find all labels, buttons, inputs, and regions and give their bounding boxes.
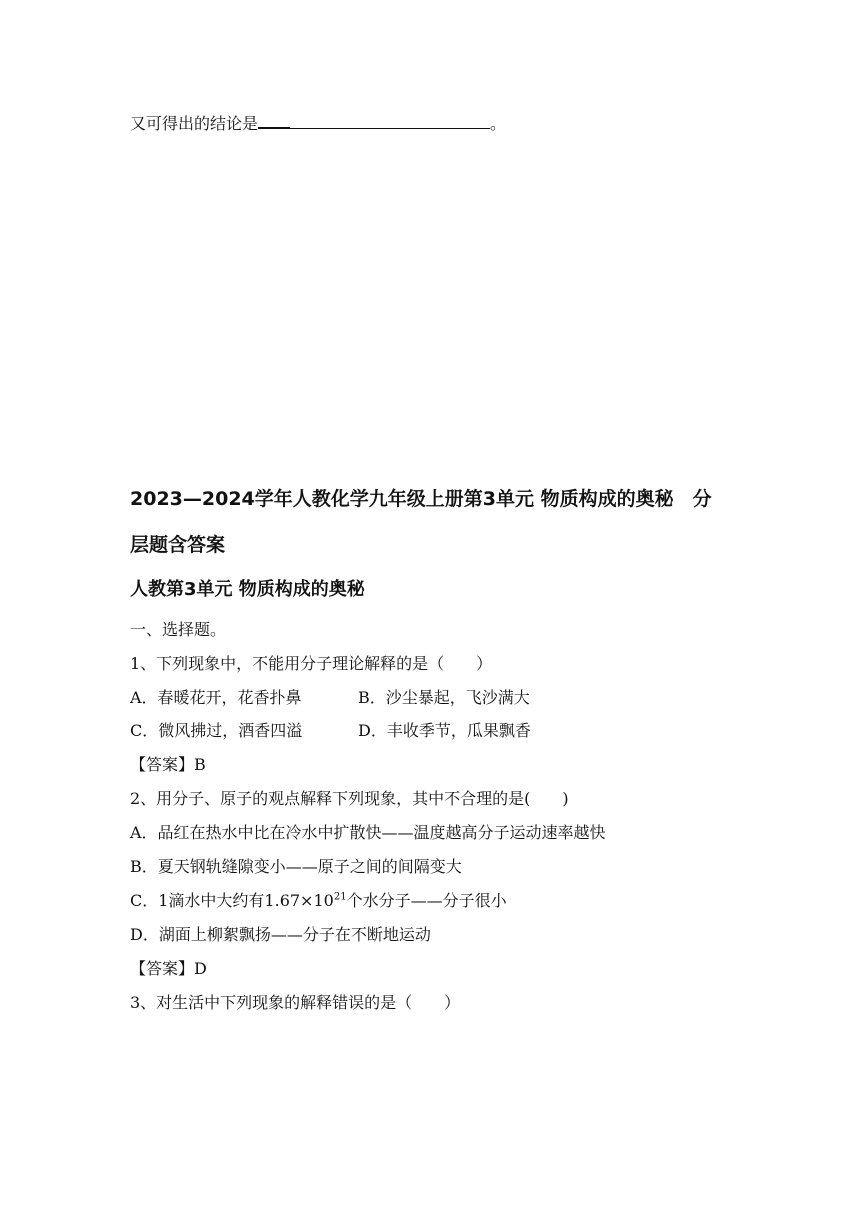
question-1-options-row-1 — [130, 687, 530, 709]
question-1-answer: 【答案】B — [130, 755, 206, 774]
question-2-option-c-exponent: 21 — [333, 891, 347, 903]
question-1-option-b: B．沙尘暴起，飞沙满大 — [358, 688, 530, 707]
question-2-option-b: B．夏天钢轨缝隙变小——原子之间的间隔变大 — [130, 857, 462, 876]
conclusion-line — [130, 112, 506, 135]
section-heading: 一、选择题。 — [130, 620, 227, 639]
question-1-options-row-2 — [130, 720, 531, 742]
document-title-line-2: 层题含答案 — [130, 534, 226, 556]
question-1-option-c: C．微风拂过，酒香四溢 — [130, 721, 303, 740]
document-title-line-1: 2023—2024学年人教化学九年级上册第3单元 物质构成的奥秘 分 — [130, 488, 712, 510]
conclusion-prefix: 又可得出的结论是 — [130, 114, 259, 133]
question-2-option-c-suffix: 个水分子——分子很小 — [346, 891, 507, 910]
question-3-stem: 3、对生活中下列现象的解释错误的是（ ） — [130, 993, 461, 1012]
question-1-stem: 1、下列现象中，不能用分子理论解释的是（ ） — [130, 654, 493, 673]
question-1-option-d: D．丰收季节，瓜果飘香 — [358, 721, 531, 740]
question-2-option-a: A．品红在热水中比在冷水中扩散快——温度越高分子运动速率越快 — [130, 823, 606, 842]
conclusion-suffix: 。 — [490, 114, 507, 133]
question-2-option-c-prefix: C．1滴水中大约有1.67×10 — [130, 891, 334, 910]
question-1-option-a: A．春暖花开，花香扑鼻 — [130, 688, 302, 707]
question-2-option-c — [130, 890, 507, 912]
question-2-answer: 【答案】D — [130, 959, 207, 978]
unit-subtitle: 人教第3单元 物质构成的奥秘 — [130, 579, 365, 600]
answer-blank[interactable] — [258, 112, 490, 129]
question-2-stem: 2、用分子、原子的观点解释下列现象，其中不合理的是( ) — [130, 789, 569, 808]
question-2-option-d: D．湖面上柳絮飘扬——分子在不断地运动 — [130, 925, 431, 944]
